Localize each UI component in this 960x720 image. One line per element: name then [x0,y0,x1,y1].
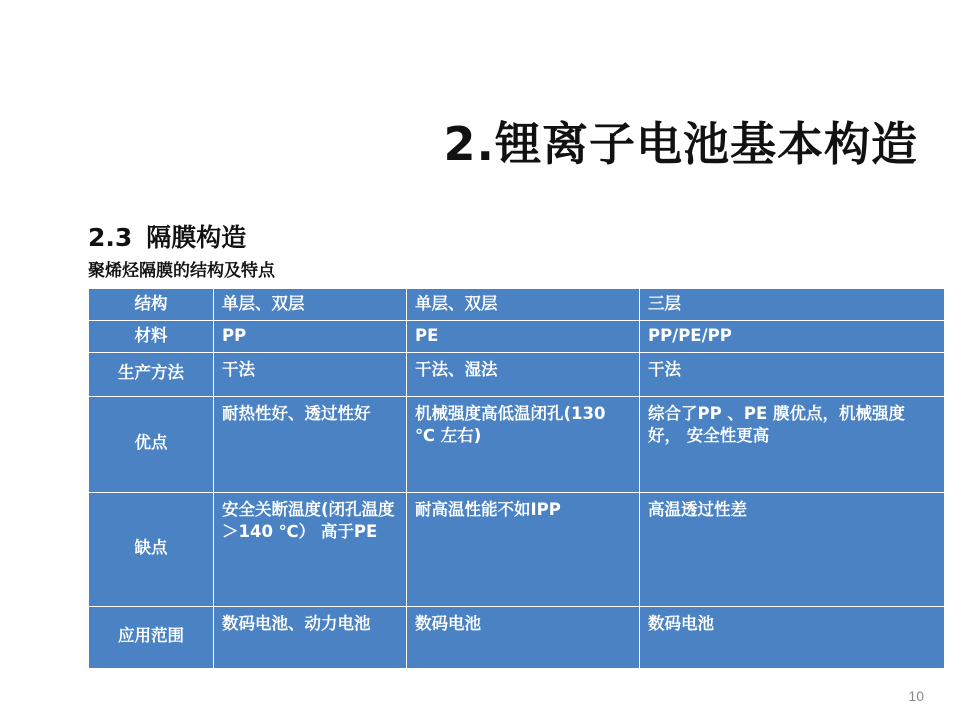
table-cell: PE [407,320,640,352]
row-label: 材料 [89,320,214,352]
table-row [89,396,945,492]
row-label: 缺点 [89,492,214,606]
table-cell: 机械强度高低温闭孔(130 ℃ 左右) [407,396,640,492]
table-cell: 单层、双层 [407,289,640,321]
table-row [89,320,945,352]
section-title: 隔膜构造 [146,223,247,252]
spec-table-wrapper [88,288,906,669]
table-cell: 干法、湿法 [407,352,640,396]
table-row [89,492,945,606]
table-cell: PP/PE/PP [640,320,945,352]
table-cell: 数码电池 [407,606,640,668]
table-cell: 耐高温性能不如IPP [407,492,640,606]
table-cell: 数码电池 [640,606,945,668]
table-cell: 综合了PP 、PE 膜优点，机械强度好， 安全性更高 [640,396,945,492]
table-cell: 安全关断温度(闭孔温度＞140 ℃） 高于PE [214,492,407,606]
table-cell: 耐热性好、透过性好 [214,396,407,492]
table-row [89,352,945,396]
table-row [89,606,945,668]
table-cell: PP [214,320,407,352]
table-row [89,289,945,321]
row-label: 应用范围 [89,606,214,668]
table-cell: 干法 [640,352,945,396]
page-title: 2.锂离子电池基本构造 [443,117,918,171]
section-heading [88,218,246,254]
table-cell: 干法 [214,352,407,396]
row-label: 生产方法 [89,352,214,396]
sub-caption: 聚烯烃隔膜的结构及特点 [88,261,275,281]
section-number: 2.3 [88,223,133,252]
page-number: 10 [908,688,924,704]
row-label: 结构 [89,289,214,321]
table-cell: 高温透过性差 [640,492,945,606]
table-cell: 单层、双层 [214,289,407,321]
table-cell: 数码电池、动力电池 [214,606,407,668]
spec-table [88,288,945,669]
row-label: 优点 [89,396,214,492]
table-cell: 三层 [640,289,945,321]
